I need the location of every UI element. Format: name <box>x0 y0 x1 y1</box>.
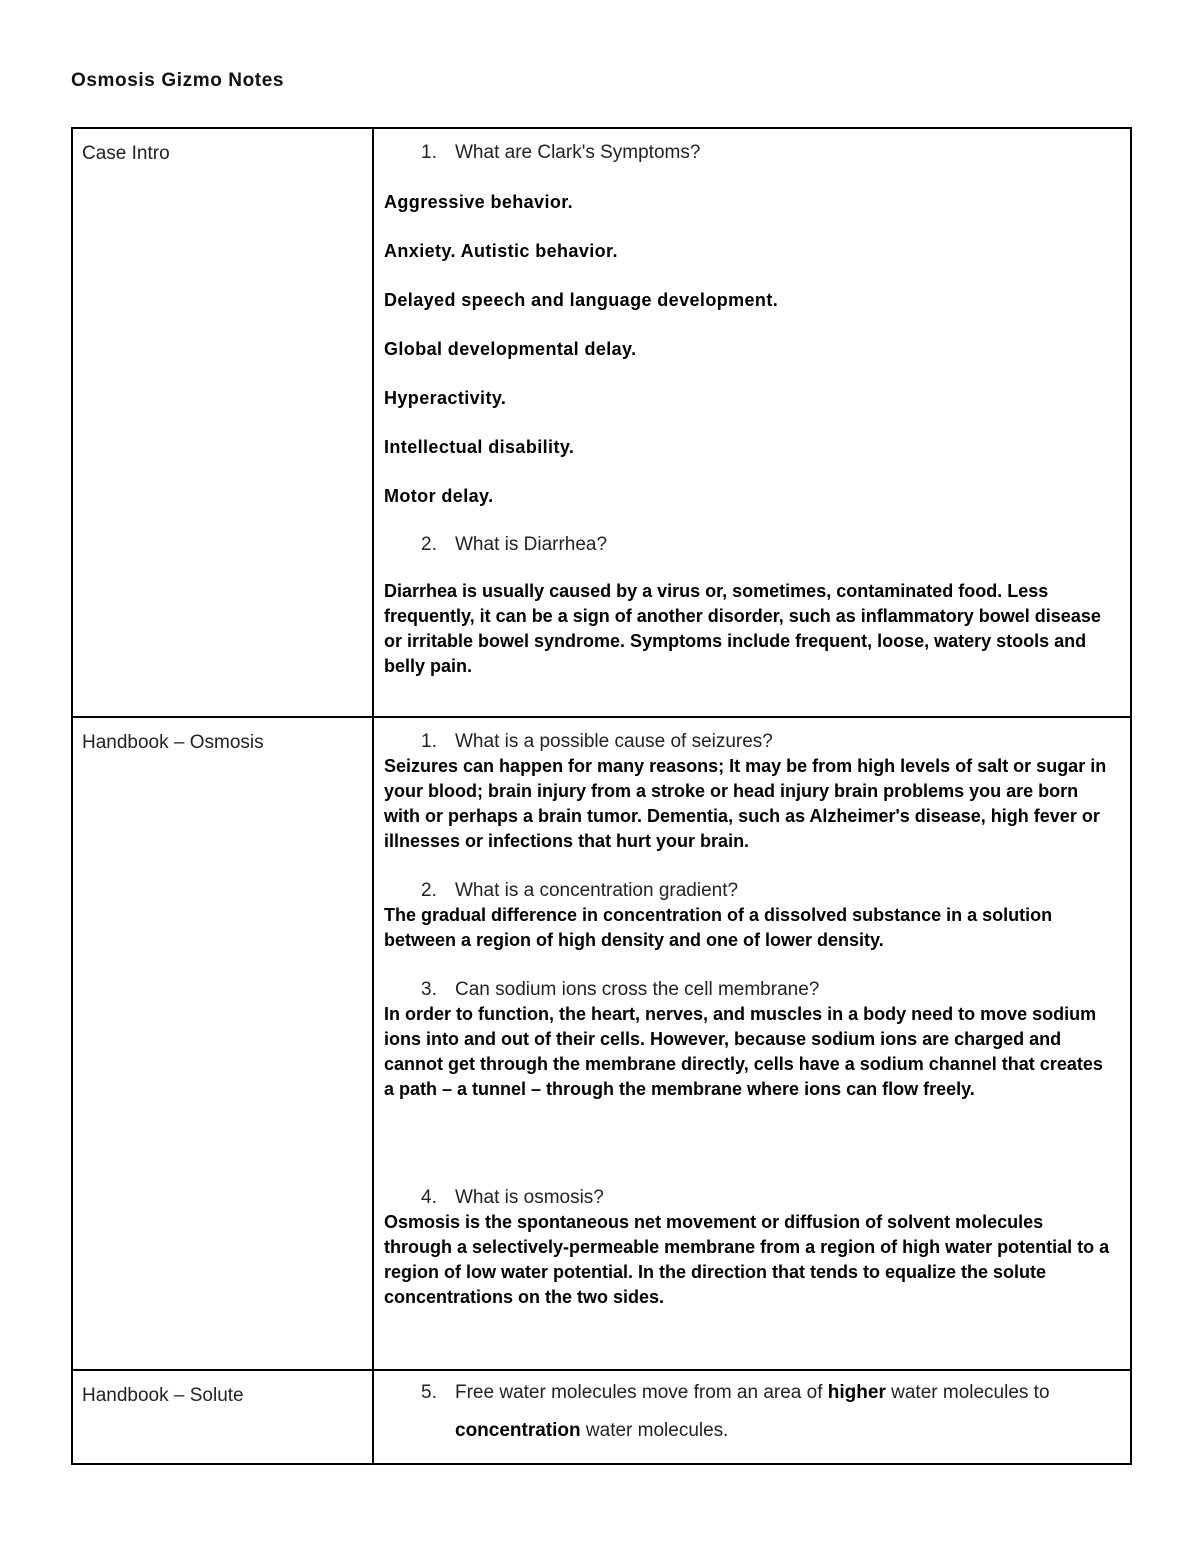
symptom-line: Anxiety. Autistic behavior. <box>384 241 618 261</box>
table-row-handbook-solute <box>72 1370 1131 1464</box>
answer-text: The gradual difference in concentration of a dissolved substance in a solution between a region of high density and one of lower density. <box>384 905 1053 950</box>
question-item <box>384 533 1112 557</box>
question-item <box>384 978 1112 1002</box>
question-text: What are Clark's Symptoms? <box>455 142 701 163</box>
statement-part: water molecules to <box>891 1382 1050 1403</box>
symptom-line: Hyperactivity. <box>384 388 507 408</box>
row-label-cell <box>72 717 373 1370</box>
row-content-cell <box>373 1370 1131 1464</box>
question-item <box>384 730 1112 754</box>
answer-text: Diarrhea is usually caused by a virus or, sometimes, contaminated food. Less frequently, it can be a sign of another disorder, such as inflammatory bowel disease or irritable bowel syndrome. Symptoms include frequent, loose, watery stools and belly pain. <box>384 581 1101 676</box>
symptom-line: Intellectual disability. <box>384 437 575 457</box>
symptom-line: Aggressive behavior. <box>384 192 574 212</box>
row-label: Case Intro <box>82 143 170 164</box>
question-text: What is a possible cause of seizures? <box>455 731 773 752</box>
question-number: 1. <box>421 731 437 752</box>
symptom-line: Delayed speech and language development. <box>384 290 779 310</box>
statement-bold-word: concentration <box>455 1420 581 1441</box>
table-row-handbook-osmosis <box>72 717 1131 1370</box>
row-label: Handbook – Solute <box>82 1385 244 1406</box>
answer-text: In order to function, the heart, nerves, and muscles in a body need to move sodium ions into and out of their cells. However, because sodium ions are charged and cannot get through the membrane directly, cells have a sodium channel that creates a path – a tunnel – through the membrane where ions can flow freely. <box>384 1004 1103 1099</box>
question-number: 3. <box>421 979 437 1000</box>
row-label-cell <box>72 128 373 717</box>
question-item <box>384 1374 1112 1450</box>
question-text: What is a concentration gradient? <box>455 880 739 901</box>
notes-table <box>71 127 1132 1465</box>
row-content-cell <box>373 717 1131 1370</box>
question-text: Can sodium ions cross the cell membrane? <box>455 979 820 1000</box>
table-row-case-intro <box>72 128 1131 717</box>
question-number: 2. <box>421 534 437 555</box>
symptom-line: Global developmental delay. <box>384 339 637 359</box>
answer-text: Osmosis is the spontaneous net movement or diffusion of solvent molecules through a selectively-permeable membrane from a region of high water potential to a region of low water potential. In the direction that tends to equalize the solute concentrations on the two sides. <box>384 1212 1110 1307</box>
question-item <box>384 141 1112 165</box>
statement-bold-word: higher <box>827 1382 886 1403</box>
question-number: 1. <box>421 142 437 163</box>
row-label-cell <box>72 1370 373 1464</box>
row-content-cell <box>373 128 1131 717</box>
question-text: What is Diarrhea? <box>455 534 608 555</box>
question-item <box>384 1186 1112 1210</box>
answer-text: Seizures can happen for many reasons; It may be from high levels of salt or sugar in your blood; brain injury from a stroke or head injury brain problems you are born with or perhaps a brain tumor. Dementia, such as Alzheimer's disease, high fever or illnesses or infections that hurt your brain. <box>384 756 1107 851</box>
question-number: 5. <box>421 1382 437 1403</box>
row-label: Handbook – Osmosis <box>82 732 264 753</box>
symptom-line: Motor delay. <box>384 486 494 506</box>
statement-part: Free water molecules move from an area of <box>455 1382 823 1403</box>
question-text: What is osmosis? <box>455 1187 604 1208</box>
question-item <box>384 879 1112 903</box>
question-number: 2. <box>421 880 437 901</box>
statement-part: water molecules. <box>585 1420 729 1441</box>
page-title: Osmosis Gizmo Notes <box>71 70 285 91</box>
question-number: 4. <box>421 1187 437 1208</box>
question-text <box>455 1374 1112 1450</box>
